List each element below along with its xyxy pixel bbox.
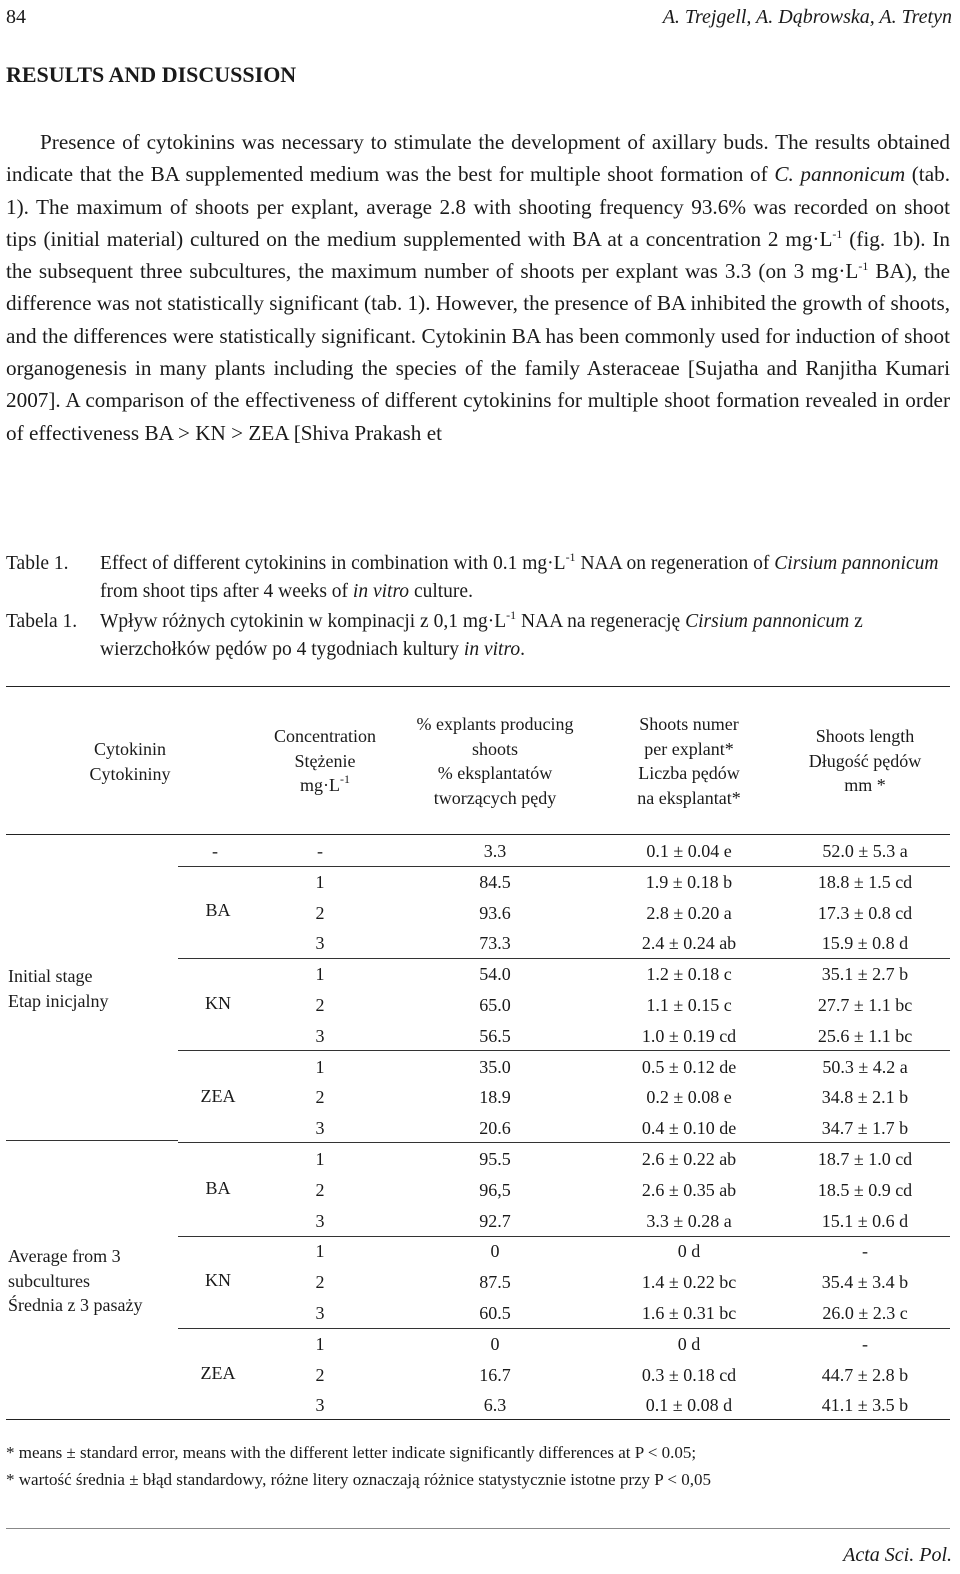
paragraph xyxy=(6,126,950,449)
caption-part: from shoot tips after 4 weeks of xyxy=(100,581,353,602)
header-line xyxy=(255,773,395,798)
header-concentration xyxy=(255,724,395,798)
shoots-number-cell: 0.2 ± 0.08 e xyxy=(646,1087,732,1108)
explants-percent-cell: 0 xyxy=(490,1333,500,1354)
unit-exponent: -1 xyxy=(858,259,869,274)
row-separator xyxy=(178,1050,950,1051)
shoots-length-cell: - xyxy=(862,1241,868,1262)
shoots-number-cell: 1.4 ± 0.22 bc xyxy=(641,1272,737,1293)
header-line: Stężenie xyxy=(294,750,356,771)
caption-text xyxy=(100,608,950,664)
explants-percent-cell: 18.9 xyxy=(479,1087,511,1108)
caption-label: Table 1. xyxy=(6,553,69,574)
shoots-length-cell: 52.0 ± 5.3 a xyxy=(822,841,908,861)
header-line: Liczba pędów xyxy=(638,763,740,783)
journal-name: Acta Sci. Pol. xyxy=(843,1544,952,1566)
row-col-a xyxy=(185,1117,245,1139)
cytokinin-label: BA xyxy=(205,1178,231,1198)
explants-percent-cell: 60.5 xyxy=(479,1303,511,1323)
row-separator xyxy=(178,1142,950,1143)
header-bottom-rule xyxy=(6,834,950,835)
concentration-cell: 1 xyxy=(315,1241,325,1262)
header-line: tworzących pędy xyxy=(433,787,557,808)
caption-label: Tabela 1. xyxy=(6,611,78,632)
in-vitro-term: in vitro xyxy=(352,581,410,602)
row-col-a xyxy=(185,1394,245,1416)
concentration-cell: 2 xyxy=(315,995,325,1015)
shoots-number-cell: 2.4 ± 0.24 ab xyxy=(641,933,737,954)
concentration-cell: 1 xyxy=(315,1149,325,1169)
explants-percent-cell: 3.3 xyxy=(483,841,507,861)
group-line: Average from 3 xyxy=(8,1246,121,1266)
row-col-a: - xyxy=(212,841,218,861)
shoots-length-cell: 17.3 ± 0.8 cd xyxy=(817,902,913,923)
shoots-length-cell: 35.4 ± 3.4 b xyxy=(821,1272,909,1293)
table-top-rule xyxy=(6,686,950,687)
cytokinin-label: ZEA xyxy=(200,1086,236,1106)
header-line: % eksplantatów xyxy=(437,763,553,783)
row-col-a xyxy=(185,1240,245,1262)
explants-percent-cell: 6.3 xyxy=(483,1395,507,1416)
row-col-a xyxy=(185,994,245,1016)
caption-part: NAA na regenerację xyxy=(516,611,686,632)
row-col-a xyxy=(185,871,245,893)
shoots-length-cell: 15.9 ± 0.8 d xyxy=(821,933,909,954)
caption-part: Effect of different cytokinins in combination with 0.1 mg·L xyxy=(100,553,566,574)
shoots-length-cell: 25.6 ± 1.1 bc xyxy=(817,1025,913,1046)
running-header xyxy=(6,6,952,30)
caption-part: NAA on regeneration of xyxy=(575,553,775,574)
concentration-cell: 2 xyxy=(315,1272,325,1293)
species-name: Cirsium pannonicum xyxy=(685,611,850,632)
shoots-length-cell: 44.7 ± 2.8 b xyxy=(821,1364,909,1385)
cytokinin-label: KN xyxy=(205,993,231,1013)
header-line: na eksplantat* xyxy=(637,787,741,808)
in-vitro-term: in vitro xyxy=(463,639,521,660)
header-line: mm * xyxy=(844,775,886,795)
table-caption-en xyxy=(6,550,950,608)
shoots-length-cell: 15.1 ± 0.6 d xyxy=(821,1210,909,1231)
unit-exponent: -1 xyxy=(340,772,350,786)
row-separator xyxy=(178,1328,950,1329)
shoots-length-cell: 34.7 ± 1.7 b xyxy=(821,1118,909,1139)
header-line: % explants producing xyxy=(416,714,574,734)
row-col-a xyxy=(185,1056,245,1078)
explants-percent-cell: 56.5 xyxy=(479,1025,511,1046)
explants-percent-cell: 96,5 xyxy=(479,1179,511,1200)
shoots-length-cell: - xyxy=(862,1333,868,1354)
page-number: 84 xyxy=(6,6,26,28)
explants-percent-cell: 35.0 xyxy=(479,1056,511,1077)
shoots-number-cell: 0.5 ± 0.12 de xyxy=(641,1056,737,1077)
species-name: Cirsium pannonicum xyxy=(774,553,939,574)
explants-percent-cell: 73.3 xyxy=(479,933,511,954)
header-shoots-number xyxy=(600,712,778,810)
shoots-number-cell: 0 d xyxy=(677,1333,701,1354)
header-line: per explant* xyxy=(644,738,734,759)
shoots-length-cell: 18.5 ± 0.9 cd xyxy=(817,1179,913,1200)
row-separator xyxy=(178,1236,950,1237)
footnote-pl: * wartość średnia ± błąd standardowy, różne litery oznaczają różnice statystycznie istotne przy P < 0,05 xyxy=(6,1470,711,1489)
section-title: RESULTS AND DISCUSSION xyxy=(6,62,297,87)
shoots-length-cell: 26.0 ± 2.3 c xyxy=(822,1303,908,1323)
header-cytokinin xyxy=(60,737,200,786)
caption-part: z wierzchołków pędów po 4 tygodniach kultury xyxy=(100,611,863,660)
concentration-cell: 3 xyxy=(315,1303,325,1323)
table-caption-pl xyxy=(6,608,950,666)
body-text xyxy=(6,126,950,449)
shoots-number-cell: 0.4 ± 0.10 de xyxy=(641,1118,737,1139)
paragraph-text-1: Presence of cytokinins was necessary to stimulate the development of axillary buds. The results obtained indicate that the BA supplemented medium was the best for multiple shoot formation of xyxy=(6,130,950,187)
shoots-length-cell: 18.8 ± 1.5 cd xyxy=(817,871,913,892)
cytokinin-label: KN xyxy=(205,1270,231,1290)
row-col-a xyxy=(185,1210,245,1232)
shoots-length-cell: 27.7 ± 1.1 bc xyxy=(817,995,913,1015)
concentration-cell: 3 xyxy=(315,1395,325,1416)
unit-exponent: -1 xyxy=(565,550,576,564)
shoots-number-cell: 0.1 ± 0.08 d xyxy=(645,1395,733,1416)
row-col-a xyxy=(185,1333,245,1355)
header-line: Długość pędów xyxy=(808,750,922,771)
row-col-a xyxy=(185,963,245,985)
row-col-a xyxy=(185,1086,245,1108)
shoots-length-cell: 50.3 ± 4.2 a xyxy=(822,1056,908,1077)
shoots-length-cell: 41.1 ± 3.5 b xyxy=(821,1395,909,1416)
paragraph-text-2: (tab. 1). The maximum of shoots per explant, average 2.8 with shooting frequency 93.6% was recorded on shoot tips (initial material) cultured on the medium supplemented with BA at a concentration 2 mg·L xyxy=(6,162,950,251)
row-separator xyxy=(178,866,950,867)
row-col-a xyxy=(185,1302,245,1324)
concentration-cell: 3 xyxy=(315,1118,325,1139)
unit-exponent: -1 xyxy=(832,226,843,241)
row-col-a xyxy=(185,1179,245,1201)
row-col-a xyxy=(185,932,245,954)
header-line: Shoots length xyxy=(815,726,915,746)
unit: mg·L xyxy=(300,775,340,795)
caption-part: . xyxy=(520,639,525,660)
shoots-number-cell: 1.2 ± 0.18 c xyxy=(646,964,732,985)
shoots-number-cell: 1.1 ± 0.15 c xyxy=(646,995,732,1015)
row-col-a xyxy=(185,1148,245,1170)
explants-percent-cell: 16.7 xyxy=(479,1364,511,1385)
caption-text xyxy=(100,550,950,606)
group-line: Initial stage xyxy=(8,966,93,986)
shoots-length-cell: 34.8 ± 2.1 b xyxy=(821,1087,909,1108)
header-line: Shoots numer xyxy=(639,714,739,734)
shoots-number-cell: 2.6 ± 0.22 ab xyxy=(641,1149,737,1169)
paragraph-text-3: (fig. 1b). In the subsequent three subcultures, the maximum number of shoots per explant was 3.3 (on 3 mg·L xyxy=(6,226,950,284)
concentration-cell: 2 xyxy=(315,1364,325,1385)
concentration-cell: 1 xyxy=(315,964,325,985)
unit-exponent: -1 xyxy=(506,608,517,622)
explants-percent-cell: 65.0 xyxy=(479,995,511,1015)
explants-percent-cell: 87.5 xyxy=(479,1272,511,1293)
header-line: shoots xyxy=(471,738,518,759)
row-col-a xyxy=(185,902,245,924)
concentration-cell: 2 xyxy=(315,1087,325,1108)
explants-percent-cell: 0 xyxy=(490,1241,500,1262)
concentration-cell: 3 xyxy=(315,1210,325,1231)
shoots-length-cell: 18.7 ± 1.0 cd xyxy=(817,1149,913,1169)
header-shoots-length xyxy=(785,724,945,798)
row-col-a xyxy=(185,1364,245,1386)
concentration-cell: 1 xyxy=(315,871,325,892)
shoots-number-cell: 0.3 ± 0.18 cd xyxy=(641,1364,737,1385)
header-explants xyxy=(395,712,595,810)
footer-rule xyxy=(6,1528,950,1529)
row-col-a xyxy=(185,1271,245,1293)
concentration-cell: - xyxy=(317,841,323,861)
shoots-number-cell: 1.9 ± 0.18 b xyxy=(645,871,733,892)
shoots-number-cell: 2.8 ± 0.20 a xyxy=(646,902,732,923)
running-authors: A. Trejgell, A. Dąbrowska, A. Tretyn xyxy=(662,6,952,28)
row-separator xyxy=(178,958,950,959)
shoots-number-cell: 1.0 ± 0.19 cd xyxy=(641,1025,737,1046)
group-line: Etap inicjalny xyxy=(8,990,109,1011)
concentration-cell: 2 xyxy=(315,1179,325,1200)
header-line: Cytokinin xyxy=(93,739,166,759)
shoots-length-cell: 35.1 ± 2.7 b xyxy=(821,964,909,985)
header-line: Cytokininy xyxy=(89,763,171,784)
row-col-a xyxy=(185,1025,245,1047)
group-line: subcultures xyxy=(8,1270,90,1291)
group-line: Średnia z 3 pasaży xyxy=(8,1295,143,1315)
caption-part: Wpływ różnych cytokinin w kompinacji z 0,1 mg·L xyxy=(100,611,507,632)
concentration-cell: 1 xyxy=(315,1056,325,1077)
explants-percent-cell: 93.6 xyxy=(479,902,511,923)
explants-percent-cell: 20.6 xyxy=(479,1118,511,1139)
footnote-en: * means ± standard error, means with the different letter indicate significantly differences at P < 0.05; xyxy=(6,1443,697,1462)
cytokinin-label: BA xyxy=(205,900,231,920)
header-line: Concentration xyxy=(274,726,376,746)
concentration-cell: 3 xyxy=(315,1025,325,1046)
cytokinin-label: ZEA xyxy=(200,1363,236,1383)
explants-percent-cell: 92.7 xyxy=(479,1210,511,1231)
explants-percent-cell: 54.0 xyxy=(479,964,511,985)
species-name: C. pannonicum xyxy=(774,162,906,187)
group-separator xyxy=(6,1140,178,1141)
concentration-cell: 2 xyxy=(315,902,325,923)
shoots-number-cell: 0 d xyxy=(677,1241,701,1262)
paragraph-text-4: BA), the difference was not statistically significant (tab. 1). However, the presence of BA inhibited the growth of shoots, and the differences were statistically significant. Cytokinin BA has been commonly used for induction of shoot organogenesis in many plants including the species of the family Asteraceae [Sujatha and Ranjitha Kumari 2007]. A comparison of the effectiveness of different cytokinins for multiple shoot formation revealed in order of effectiveness BA > KN > ZEA [Shiva Prakash et xyxy=(6,259,951,445)
concentration-cell: 1 xyxy=(315,1333,325,1354)
explants-percent-cell: 95.5 xyxy=(479,1149,511,1169)
group-initial-stage xyxy=(8,964,108,1013)
shoots-number-cell: 3.3 ± 0.28 a xyxy=(646,1210,732,1231)
explants-percent-cell: 84.5 xyxy=(479,871,511,892)
caption-part: culture. xyxy=(409,581,473,602)
table-bottom-rule xyxy=(6,1419,950,1420)
concentration-cell: 3 xyxy=(315,933,325,954)
group-average xyxy=(8,1244,142,1318)
shoots-number-cell: 0.1 ± 0.04 e xyxy=(646,841,732,861)
shoots-number-cell: 1.6 ± 0.31 bc xyxy=(641,1303,737,1323)
shoots-number-cell: 2.6 ± 0.35 ab xyxy=(641,1179,737,1200)
